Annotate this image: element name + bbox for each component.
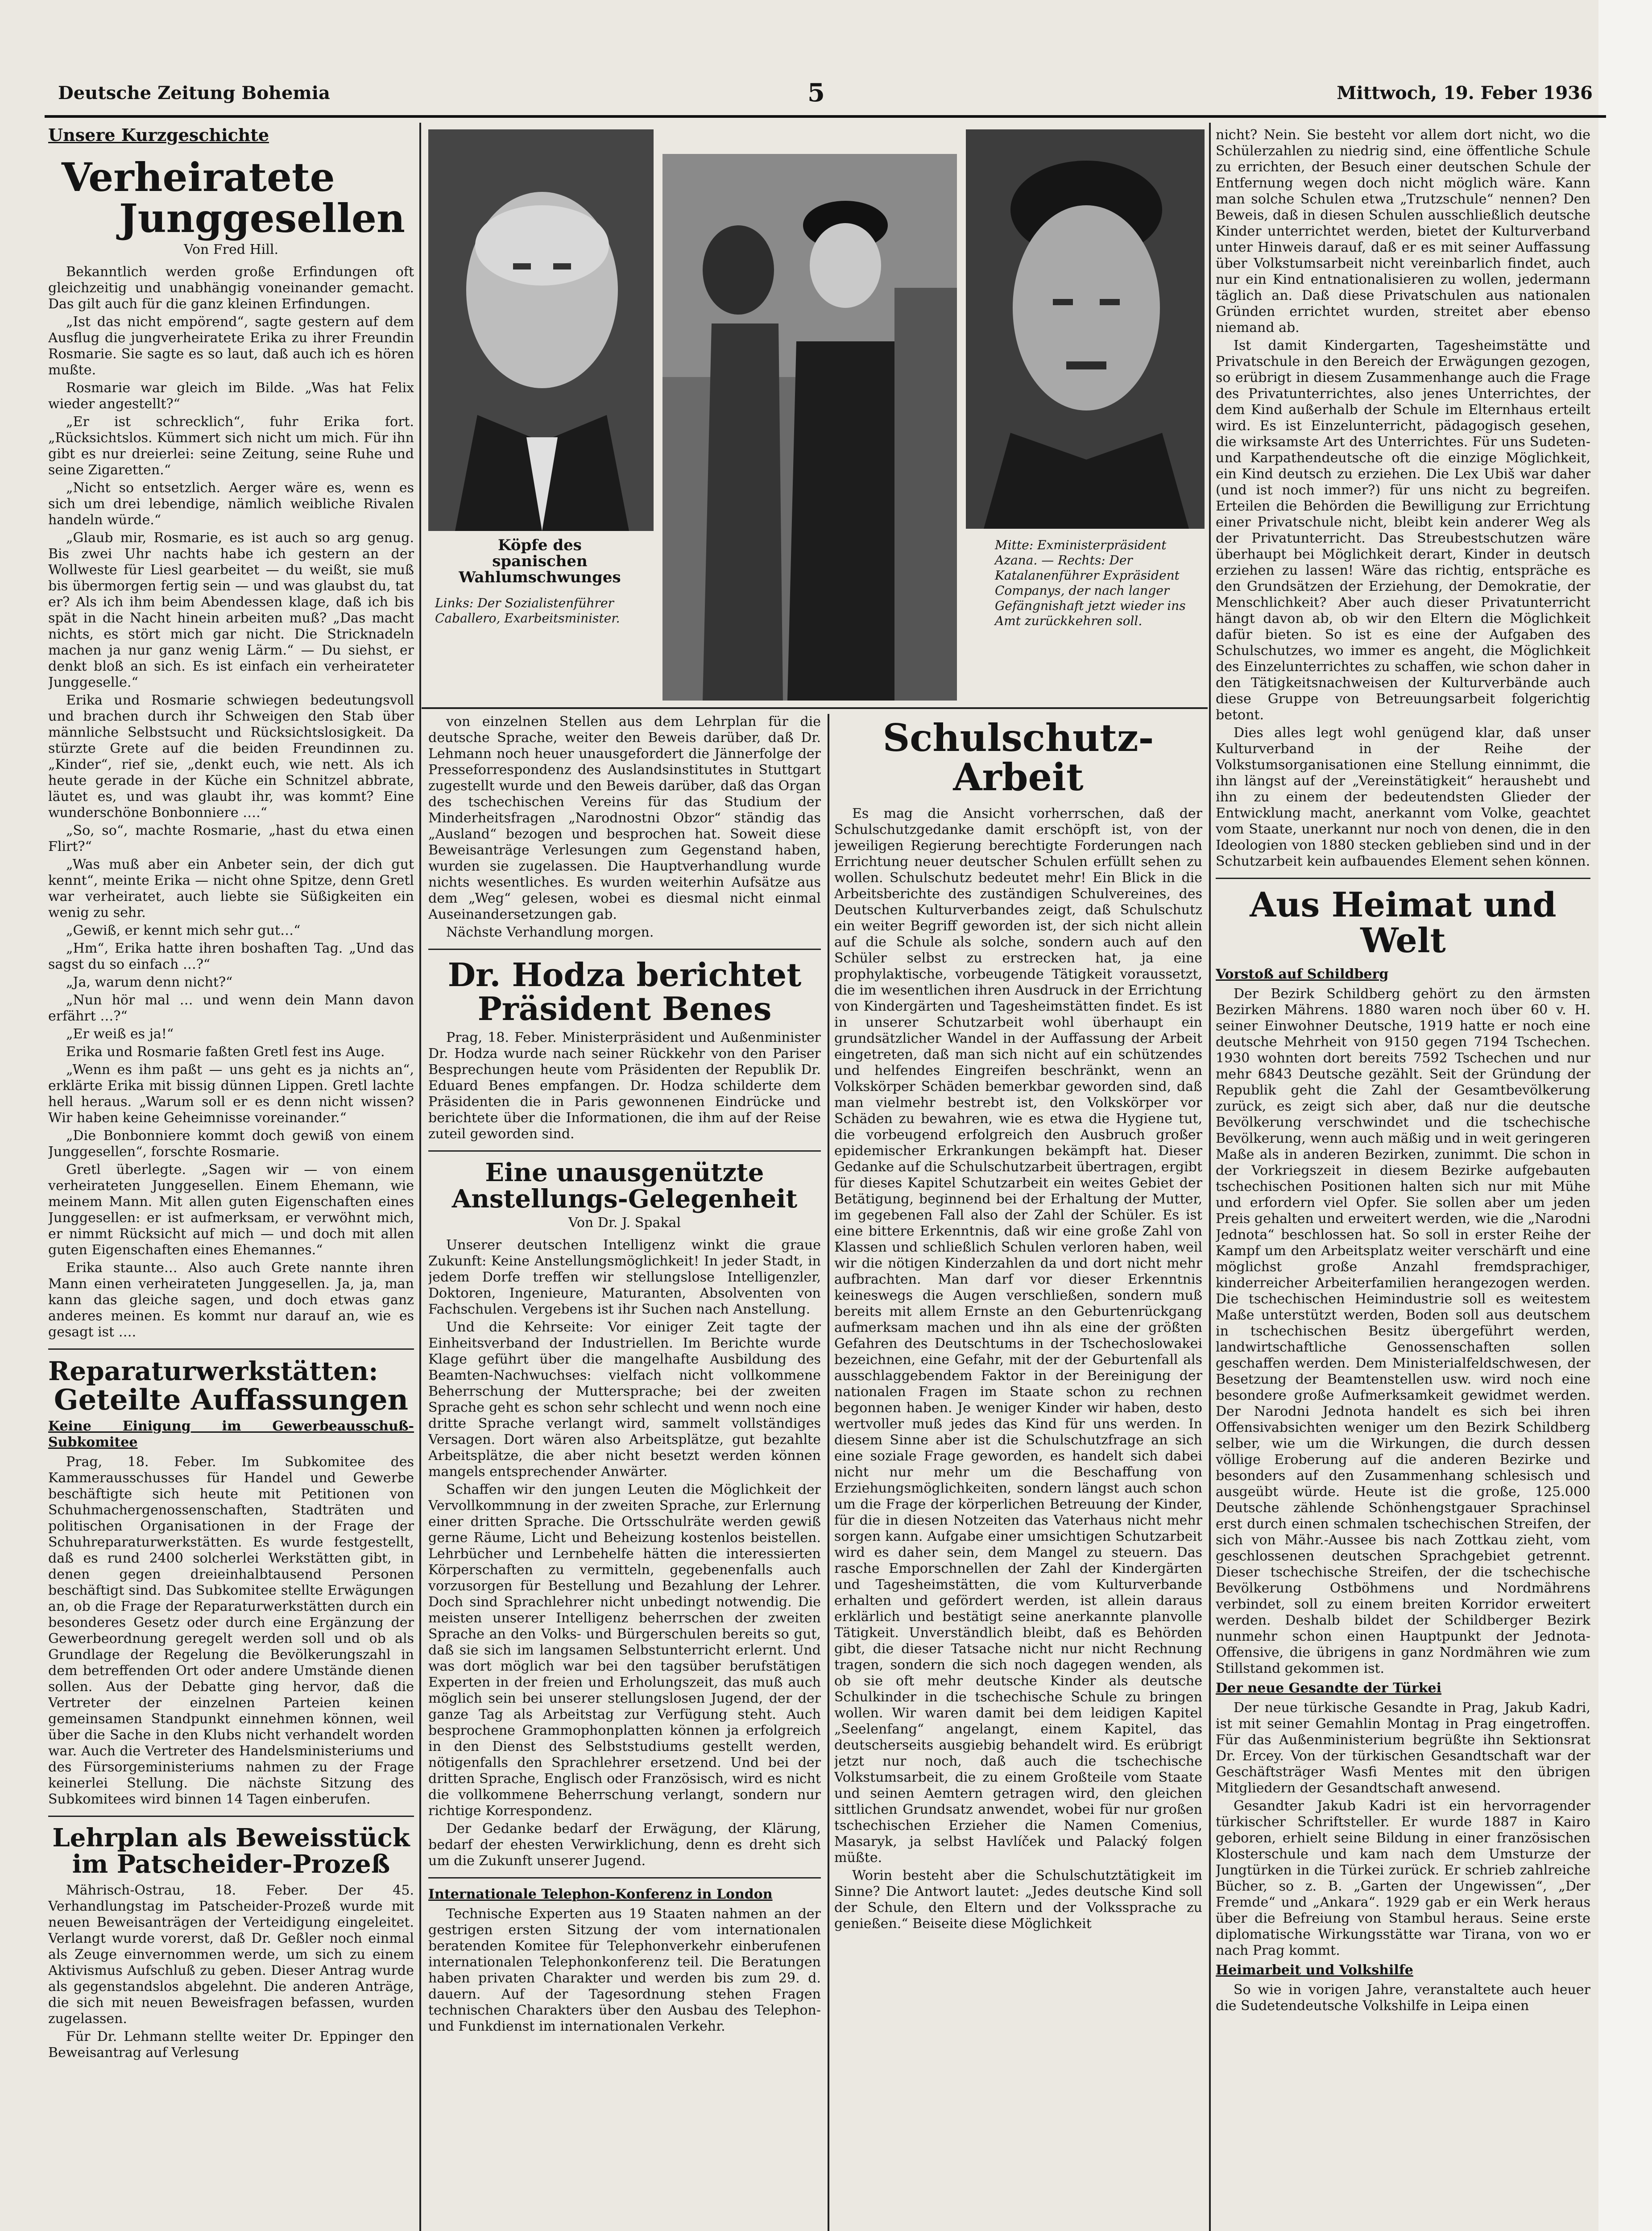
article-subhead: Heimarbeit und Volkshilfe [1216, 1962, 1413, 1978]
article-paragraph: Es mag die Ansicht vorherrschen, daß der Schulschutzgedanke damit erschöpft ist, von der jeweiligen Regierung berechtigte Forderungen nach Errichtung neuer deutscher Schulen erfüllt sehen zu wollen. Schulschutz bedeutet mehr! Ein Blick in die Arbeitsberichte des zuständigen Schulvereines, des Deutschen Kulturverbandes zeigt, daß Schulschutz ein weiter Begriff geworden ist, der sich nicht allein auf die Schule als solche, sondern auch auf den Schüler selbst zu erstrecken hat, ja eine prophylaktische, vorbeugende Tätigkeit voraussetzt, die im wesentlichen ihren Ausdruck in der Errichtung von Kindergärten und Tagesheimstätten findet. Es ist in unserer Schutzarbeit wohl überhaupt ein grundsätzlicher Wandel in der Auffassung der Arbeit eingetreten, daß man sich nicht auf ein schützendes und helfendes Eingreifen beschränkt, wenn an Volkskörper Schäden bemerkbar geworden sind, daß man vielmehr bestrebt ist, den Volkskörper vor Schäden zu bewahren, wie es etwa die Hygiene tut, die vorbeugend erfolgreich den Ausbruch großer epidemischer Erkrankungen bekämpft hat. Dieser Gedanke auf die Schulschutzarbeit übertragen, ergibt für dieses Kapitel Schutzarbeit ein weites Gebiet der Betätigung, beginnend bei der Erhaltung der Mutter, im gegebenen Fall also der Zahl der Schüler. Es ist eine bittere Erkenntnis, daß wir eine große Zahl von Klassen und schließlich Schulen verloren haben, weil wir die nötigen Kinderzahlen da und dort nicht mehr aufbrachten. Man darf vor dieser Erkenntnis keineswegs die Augen verschließen, sondern muß bereits mit allem Ernste an den Geburtenrückgang aufmerksam machen und ihn als eine der größten Gefahren des Deutschtums in der Tschechoslowakei bezeichnen, eine Gefahr, mit der der Geburtenfall als ausschlaggebendem Faktor in der Bereinigung der nationalen Fragen im Staate schon zu rechnen begonnen haben. Je weniger Kinder wir haben, desto wertvoller muß jedes das Kind für uns werden. In diesem Sinne aber ist die Schulschutzfrage an sich eine soziale Frage geworden, es handelt sich dabei nicht nur mehr um die Beschaffung von Erziehungsmöglichkeiten, sondern längst auch schon um die Frage der körperlichen Betreuung der Kinder, für die in diesen Notzeiten das Vaterhaus nicht mehr sorgen kann. Aufgabe einer umsichtigen Schutzarbeit wird es daher sein, dem Mangel zu steuern. Das rasche Emporschnellen der Zahl der Kindergärten und Tagesheimstätten, die vom Kulturverbande erhalten und gefördert werden, ist allein daraus erklärlich und bestätigt seine anerkannte planvolle Tätigkeit. Unverständlich bleibt, daß es Behörden gibt, die dieser Tatsache nicht nur nicht Rechnung tragen, sondern die sich noch dagegen wenden, als ob sie oft mehr deutsche Kinder als deutsche Schulkinder in die tschechische Schule zu bringen wollen. Wir waren damit bei dem leidigen Kapitel „Seelenfang“ angelangt, einem Kapitel, das deutscherseits ausgiebig behandelt wird. Es erübrigt jetzt nur noch, daß auch die tschechische Volkstumsarbeit, die zu einem Großteile vom Staate und seinen Aemtern getragen wird, den gleichen sittlichen Grundsatz anwendet, wobei für nur großen tschechischen Erzieher die Namen Comenius, Masaryk, ja selbst Havlíček und Palacký folgen müßte. [834, 806, 1202, 1866]
article-separator [428, 1150, 821, 1152]
article-headline-line-2: Geteilte Auffassungen [54, 1383, 409, 1417]
caption-title-line: Wahlumschwunges [459, 568, 621, 586]
column-2 [428, 714, 821, 2231]
story-paragraph: Rosmarie war gleich im Bilde. „Was hat Felix wieder angestellt?“ [48, 380, 414, 412]
article-separator [1216, 878, 1590, 879]
story-paragraph: „So, so“, machte Rosmarie, „hast du etwa einen Flirt?“ [48, 822, 414, 854]
photo-caption-right: Mitte: Exministerpräsident Azana. — Rechts: Der Katalanenführer Expräsident Companys, der nach langer Gefängnishaft jetzt wieder ins Amt zurückkehren soll. [995, 538, 1186, 628]
caption-title-line: Köpfe des [498, 536, 582, 554]
article-separator [428, 949, 821, 950]
story-paragraph: Gretl überlegte. „Sagen wir — von einem verheirateten Junggesellen. Einem Ehemann, wie meinem Mann. Mit allen guten Eigenschaften eines Junggesellen: er ist aufmerksam, er verwöhnt mich, er nimmt Rücksicht auf mich — und doch mit allen guten Eigenschaften eines Ehemannes.“ [48, 1161, 414, 1258]
paper-name: Deutsche Zeitung Bohemia [58, 83, 330, 104]
story-paragraph: Erika und Rosmarie schwiegen bedeutungsvoll und brachen durch ihr Schweigen den Stab über männliche Selbstsucht und Rücksichtslosigkeit. Da stürzte Grete auf die beiden Freundinnen zu. „Kinder“, rief sie, „denkt euch, wie nett. Als ich heute gerade in der Küche ein Schnitzel abbrate, läutet es, und was glaubt ihr, was kommt? Eine wunderschöne Bonbonniere ….“ [48, 692, 414, 821]
story-paragraph: „Ist das nicht empörend“, sagte gestern auf dem Ausflug die jungverheiratete Erika zu ihrer Freundin Rosmarie. Sie sagte es so laut, daß auch ich es hören mußte. [48, 314, 414, 378]
page-edge [1598, 0, 1652, 2231]
article-paragraph: Für Dr. Lehmann stellte weiter Dr. Eppinger den Beweisantrag auf Verlesung [48, 2029, 414, 2061]
article-subhead: Keine Einigung im Gewerbeausschuß-Subkomitee [48, 1418, 414, 1450]
article-separator [428, 1877, 821, 1879]
column-divider [419, 123, 421, 2231]
photo-bottom-rule [422, 707, 1208, 709]
story-paragraph: „Nun hör mal … und wenn dein Mann davon erfährt …?“ [48, 992, 414, 1024]
story-paragraph: Erika und Rosmarie faßten Gretl fest ins Auge. [66, 1044, 385, 1060]
article-headline-line-2: im Patscheider-Prozeß [72, 1849, 390, 1879]
article-headline-line-1: Dr. Hodza berichtet [447, 956, 802, 994]
masthead-rule [45, 115, 1606, 118]
article-paragraph: nicht? Nein. Sie besteht vor allem dort nicht, wo die Schülerzahlen zu niedrig sind, eine öffentliche Schule zu errichten, der Besuch einer deutschen Schule der Entfernung wegen doch nicht möglich wäre. Kann man solche Schulen etwa „Trutzschule“ nennen? Den Beweis, daß in diesen Schulen ausschließlich deutsche Kinder unterrichtet werden, bietet der Kulturverband unter Hinweis darauf, daß er es mit seiner Auffassung über Volkstumsarbeit nicht vereinbarlich findet, auch nur ein Kind entnationalisieren zu wollen, jedermann täglich an. Daß diese Privatschulen aus nationalen Gründen errichtet wurden, streitet aber ebenso niemand ab. [1216, 127, 1590, 336]
photo-caption-title [435, 538, 645, 586]
article-subhead: Internationale Telephon-Konferenz in London [428, 1886, 773, 1902]
article-paragraph: Ist damit Kindergarten, Tagesheimstätte und Privatschule in den Bereich der Erwägungen gezogen, so erübrigt in diesem Zusammenhange auch die Frage des Privatunterrichtes, also jenes Unterrichtes, der dem Kind außerhalb der Schule im Elternhaus erteilt wird. Es ist Einzelunterricht, pädagogisch gesehen, die wirksamste Art des Unterrichtes. Für uns Sudeten- und Karpathendeutsche oft die einzige Möglichkeit, ein Kind deutsch zu erziehen. Die Lex Ubiš war daher (und ist noch immer?) für uns nicht zu begreifen. Erteilen die Behörden die Bewilligung zur Errichtung einer Privatschule nicht, bleibt kein anderer Weg als der Privatunterricht. Das Streubestschutzen wäre überhaupt bei Möglichkeit derart, Kinder in deutsch erziehen zu lassen! Wäre das richtig, entspräche es den Grundsätzen der Erziehung, der Demokratie, der Menschlichkeit? Aber auch dieser Privatunterricht hängt davon ab, ob wir den Eltern die Möglichkeit dafür bieten. So ist es eine der Aufgaben des Schulschutzes, wo immer es angeht, die Möglichkeit des Einzelunterrichtes zu schaffen, wie schon daher in den Tätigkeitsnachweisen der Kulturverbände auch diese Gruppe von Betreuungsarbeit folgerichtig betont. [1216, 338, 1590, 723]
article-paragraph: So wie in vorigen Jahre, veranstaltete auch heuer die Sudetendeutsche Volkshilfe in Leipa einen [1216, 1982, 1590, 2014]
story-paragraph: „Ja, warum denn nicht?“ [66, 974, 233, 990]
article-headline-line-2: Präsident Benes [477, 989, 772, 1028]
article-paragraph: Dies alles legt wohl genügend klar, daß unser Kulturverband in der Reihe der Volkstumsorganisationen eine Stellung einnimmt, die ihn längst auf der „Vereinstätigkeit“ heraushebt und ihn zu einem der bedeutendsten Glieder der Entwicklung macht, anerkannt vom Volke, geachtet vom Staate, unerkannt nur noch von denen, die in den Ideologien von 1880 stecken geblieben sind und in der Schutzarbeit kein aufbauendes Element sehen können. [1216, 725, 1590, 869]
article-paragraph: Nächste Verhandlung morgen. [446, 925, 654, 940]
article-separator [48, 1816, 414, 1817]
issue-date: Mittwoch, 19. Feber 1936 [1337, 83, 1593, 104]
column-divider [828, 714, 829, 2231]
story-paragraph: „Hm“, Erika hatte ihren boshaften Tag. „Und das sagst du so einfach …?“ [48, 940, 414, 972]
story-paragraph: „Er weiß es ja!“ [66, 1026, 174, 1042]
page-mark: 5 [807, 78, 825, 108]
article-paragraph: von einzelnen Stellen aus dem Lehrplan für die deutsche Sprache, weiter den Beweis darüber, daß Dr. Lehmann noch heuer unausgefordert die Jännerfolge der Presseforrespondenz des Auslandsinstitutes in Stuttgart zugestellt wurde und den Beweis darüber, daß das Organ des tschechischen Vereins für das Studium der Minderheitsfragen „Narodnostni Obzor“ ständig das „Ausland“ bezogen und besprochen hat. Soweit diese Beweisanträge Verlesungen zum Gegenstand haben, wurden sie zugelassen. Die Hauptverhandlung wurde nichts wesentliches. Es wurden weiterhin Aufsätze aus dem „Weg“ gelesen, wobei es diesmal nicht einmal Auseinandersetzungen gab. [428, 714, 821, 922]
article-paragraph: Prag, 18. Feber. Ministerpräsident und Außenminister Dr. Hodza wurde nach seiner Rückkehr von den Pariser Besprechungen heute vom Präsidenten der Republik Dr. Eduard Benes empfangen. Dr. Hodza schilderte dem Präsidenten die in Paris gewonnenen Eindrücke und berichtete über die Informationen, die ihm auf der Reise zuteil geworden sind. [428, 1030, 821, 1142]
article-byline: Von Dr. J. Spakal [568, 1215, 681, 1231]
portrait-image [428, 129, 654, 531]
article-paragraph: Worin besteht aber die Schulschutztätigkeit im Sinne? Die Antwort lautet: „Jedes deutsche Kind soll der Schule, den Eltern und der Volkssprache zu genießen.“ Beiseite diese Möglichkeit [834, 1868, 1202, 1932]
story-paragraph: „Nicht so entsetzlich. Aerger wäre es, wenn es sich um drei lebendige, nämlich weibliche Rivalen handeln würde.“ [48, 480, 414, 528]
story-title-line-2: Junggesellen [119, 195, 405, 242]
article-paragraph: Technische Experten aus 19 Staaten nahmen an der gestrigen ersten Sitzung der vom internationalen beratenden Komitee für Telephonverkehr einberufenen internationalen Telephonkonferenz teil. Die Beratungen haben privaten Charakter und werden bis zum 29. d. dauern. Auf der Tagesordnung stehen Fragen technischen Charakters über den Ausbau des Telephon- und Funkdienst im internationalen Verkehr. [428, 1906, 821, 2034]
story-paragraph: Erika staunte… Also auch Grete nannte ihren Mann einen verheirateten Junggesellen. Ja, ja, man kann das gleiche sagen, und doch etwas ganz anderes meinen. Es kommt nur darauf an, wie es gesagt ist …. [48, 1260, 414, 1340]
portrait-image [966, 129, 1205, 529]
article-separator [48, 1348, 414, 1350]
article-headline-line-1: Reparaturwerkstätten: [48, 1356, 378, 1386]
article-headline: Schulschutz-Arbeit [882, 716, 1154, 800]
story-paragraph: „Gewiß, er kennt mich sehr gut…“ [66, 922, 301, 938]
section-headline: Aus Heimat und Welt [1250, 885, 1557, 960]
article-headline-line-1: Lehrplan als Beweisstück [52, 1823, 410, 1853]
column-divider [1209, 123, 1211, 2231]
article-paragraph: Der Gedanke bedarf der Erwägung, der Klärung, bedarf der ehesten Verwirklichung, denn es dreht sich um die Zukunft unserer Jugend. [428, 1820, 821, 1869]
photo-caption-left: Links: Der Sozialistenführer Caballero, Exarbeitsminister. [435, 596, 620, 626]
article-paragraph: Gesandter Jakub Kadri ist ein hervorragender türkischer Schriftsteller. Er wurde 1887 in Kairo geboren, erhielt seine Bildung in einer französischen Klosterschule und kam nach dem Umsturze der Jungtürken in die Türkei zurück. Er schrieb zahlreiche Bücher, so z. B. „Garten der Ungewissen“, „Der Fremde“ und „Ankara“. 1929 gab er ein Werk heraus über die Befreiung von Stambul heraus. Seine erste diplomatische Wirkungsstätte war Tirana, von wo er nach Prag kommt. [1216, 1798, 1590, 1958]
photo-azana [662, 154, 957, 701]
column-1 [48, 127, 414, 2231]
story-paragraph: „Die Bonbonniere kommt doch gewiß von einem Junggesellen“, forschte Rosmarie. [48, 1128, 414, 1160]
story-paragraph: Bekanntlich werden große Erfindungen oft gleichzeitig und unabhängig voneinander gemacht. Das gilt auch für die ganz kleinen Erfindungen. [48, 264, 414, 312]
column-3 [834, 714, 1202, 2231]
section-kicker: Unsere Kurzgeschichte [48, 127, 269, 145]
article-paragraph: Der neue türkische Gesandte in Prag, Jakub Kadri, ist mit seiner Gemahlin Montag in Prag eingetroffen. Für das Außenministerium begrüßte ihn Sektionsrat Dr. Ercey. Von der türkischen Gesandtschaft war der Geschäftsträger Wasfi Mentes mit den übrigen Mitgliedern der Gesandtschaft anwesend. [1216, 1700, 1590, 1796]
article-subhead: Der neue Gesandte der Türkei [1216, 1680, 1442, 1696]
story-paragraph: „Glaub mir, Rosmarie, es ist auch so arg genug. Bis zwei Uhr nachts habe ich gestern an der Wollweste für Liesl gearbeitet — du weißt, sie muß bis übermorgen fertig sein — und was glaubst du, tat er? Als ich ihm beim Abendessen klage, daß ich bis spät in die Nacht hinein arbeiten muß? „Das macht nichts, es stört mich gar nicht. Die Stricknadeln machen ja nur ganz wenig Lärm.“ — Du siehst, er denkt bloß an sich. Es ist einfach ein verheirateter Junggeselle.“ [48, 530, 414, 690]
story-paragraph: „Er ist schrecklich“, fuhr Erika fort. „Rücksichtslos. Kümmert sich nicht um mich. Für ihn gibt es nur dreierlei: seine Zeitung, seine Ruhe und seine Zigaretten.“ [48, 414, 414, 478]
story-title-line-1: Verheiratete [62, 154, 335, 200]
article-paragraph: Und die Kehrseite: Vor einiger Zeit tagte der Einheitsverband der Industriellen. Im Berichte wurde Klage geführt über die mangelhafte Ausbildung des Beamten-Nachwuchses: vielfach nicht vollkommene Beherrschung der Muttersprache; bei der zweiten Sprache geht es schon sehr schlecht und wenn noch eine dritte Sprache verlangt wird, sammelt vollständiges Versagen. Dort wären also Arbeitsplätze, gut bezahlte Arbeitsplätze, die aber nicht besetzt werden können mangels entsprechender Anwärter. [428, 1319, 821, 1480]
story-byline: Von Fred Hill. [184, 241, 278, 257]
article-paragraph: Mährisch-Ostrau, 18. Feber. Der 45. Verhandlungstag im Patscheider-Prozeß wurde mit neuen Beweisanträgen der Verteidigung eingeleitet. Verlangt wurde vorerst, daß Dr. Geßler noch einmal als Zeuge einvernommen werde, um sich zu einem Aktivismus Aufschluß zu geben. Dieser Antrag wurde als gegenstandslos abgelehnt. Die anderen Anträge, die sich mit neuen Beweisfragen befassen, wurden zugelassen. [48, 1883, 414, 2027]
article-paragraph: Der Bezirk Schildberg gehört zu den ärmsten Bezirken Mährens. 1880 waren noch über 60 v. H. seiner Einwohner Deutsche, 1919 hatte er noch eine deutsche Mehrheit von 9150 gegen 7194 Tschechen. 1930 wohnten dort bereits 7592 Tschechen und nur mehr 6843 Deutsche gezählt. Seit der Gründung der Republik geht die Zahl der Gesamtbevölkerung zurück, es zeigt sich aber, daß nur die deutsche Bevölkerung verschwindet und die tschechische Bevölkerung, wenn auch mäßig und in weit geringeren Maße als in anderen Bezirken, zunimmt. Die schon in der Vorkriegszeit in diesem Bezirke aufgebauten tschechischen Positionen halten sich nur mit Mühe und erfordern viel Opfer. Sie sollen aber um jeden Preis gehalten und erweitert werden, wie die „Narodni Jednota“ beschlossen hat. So soll in erster Reihe der Kampf um den Arbeitsplatz weiter verschärft und eine möglichst große Anzahl fremdsprachiger, kinderreicher Arbeiterfamilien herangezogen werden. Die tschechischen Heimindustrie soll es weitestem Maße unterstützt werden, Boden soll aus deutschem in tschechischen Besitz übergeführt werden, landwirtschaftliche Genossenschaften sollen geschaffen werden. Dem Ministerialfeldschwesen, der Besetzung der Beamtenstellen usw. wird noch eine besondere große Aufmerksamkeit gewidmet werden. Der Narodni Jednota handelt es sich bei ihren Offensivabsichten weniger um den Bezirk Schildberg selber, wie um die Wirkungen, die durch dessen völlige Eroberung auf die anderen Bezirke und besonders auf den Zusammenhang schlesisch und ausgeübt würde. Heute ist die große, 125.000 Deutsche zählende Schönhengstgauer Sprachinsel erst durch einen schmalen tschechischen Streifen, der sich von Mähr.-Aussee bis nach Zottkau zieht, vom geschlossenen deutschen Sprachgebiet getrennt. Dieser tschechische Streifen, der die tschechische Bevölkerung Ostböhmens und Nordmährens verbindet, soll zu einem breiten Korridor erweitert werden. Deshalb bildet der Schildberger Bezirk nunmehr schon einen Hauptpunkt der Jednota-Offensive, die übrigens in ganz Nordmähren wie zum Stillstand gekommen ist. [1216, 986, 1590, 1676]
story-paragraph: „Wenn es ihm paßt — uns geht es ja nichts an“, erklärte Erika mit bissig dünnen Lippen. Gretl lachte hell heraus. „Warum soll er es denn nicht wissen? Wir haben keine Geheimnisse voreinander.“ [48, 1062, 414, 1126]
column-4 [1216, 127, 1590, 2231]
group-photo-image [662, 154, 957, 701]
article-headline-line-2: Anstellungs-Gelegenheit [451, 1184, 798, 1214]
article-subhead: Vorstoß auf Schildberg [1216, 966, 1389, 982]
article-headline-line-1: Eine unausgenützte [485, 1158, 764, 1188]
masthead [58, 78, 1593, 109]
story-paragraph: „Was muß aber ein Anbeter sein, der dich gut kennt“, meinte Erika — nicht ohne Spitze, denn Gretl war verheiratet, auch liebte sie Süßigkeiten ein wenig zu sehr. [48, 856, 414, 921]
article-paragraph: Unserer deutschen Intelligenz winkt die graue Zukunft: Keine Anstellungsmöglichkeit! In jeder Stadt, in jedem Dorfe treffen wir stellungslose Intelligenzler, Doktoren, Ingenieure, Maturanten, Absolventen von Fachschulen. Vergebens ist ihr Suchen nach Anstellung. [428, 1237, 821, 1317]
caption-title-line: spanischen [492, 552, 588, 570]
portrait-photo-companys [966, 129, 1205, 529]
article-paragraph: Prag, 18. Feber. Im Subkomitee des Kammerausschusses für Handel und Gewerbe beschäftigte sich heute mit Petitionen von Schuhmachergenossenschaften, Stadträten und politischen Organisationen in der Frage der Schuhreparaturwerkstätten. Es wurde festgestellt, daß es rund 2400 solcherlei Werkstätten gibt, in denen gegen dreieinhalbtausend Personen beschäftigt sind. Das Subkomitee stellte Erwägungen an, ob die Frage der Reparaturwerkstätten durch ein besonderes Gesetz oder durch eine Ergänzung der Gewerbeordnung geregelt werden soll und ob als Grundlage der Regelung die Bevölkerungszahl in dem betreffenden Ort oder andere Umstände dienen sollen. Aus der Debatte ging hervor, daß die Vertreter der einzelnen Parteien keinen gemeinsamen Standpunkt einnehmen können, weil über die Sache in den Klubs nicht verhandelt worden war. Auch die Vertreter des Handelsministeriums und des Fürsorgeministeriums nahmen zu der Frage keinerlei Stellung. Die nächste Sitzung des Subkomitees wird binnen 14 Tagen einberufen. [48, 1454, 414, 1807]
portrait-photo-caballero [428, 129, 654, 531]
article-paragraph: Schaffen wir den jungen Leuten die Möglichkeit der Vervollkommnung in der zweiten Sprache, zur Erlernung einer dritten Sprache. Die Ortsschulräte werden gewiß gerne Räume, Licht und Beheizung kostenlos beistellen. Lehrbücher und Lernbehelfe hätten die interessierten Körperschaften zu vermitteln, gegebenenfalls auch vorzusorgen für Bestellung und Bezahlung der Lehrer. Doch sind Sprachlehrer nicht unbedingt notwendig. Die meisten unserer Intelligenz beherrschen der zweiten Sprache an den Volks- und Bürgerschulen bereits so gut, daß sie sich im langsamen Selbstunterricht erlernt. Und was dort möglich war bei den tagsüber berufstätigen Experten in der freien und Erholungszeit, das muß auch möglich sein bei unserer stellungslosen Jugend, der der ganze Tag als Arbeitstag zur Verfügung steht. Auch besprochene Grammophonplatten können ja erfolgreich in den Dienst des Selbststudiums gestellt werden, nötigenfalls den Sprachlehrer ersetzend. Und bei der dritten Sprache, Englisch oder Französisch, wird es nicht die vollkommene Beherrschung verlangt, sondern nur richtige Korrespondenz. [428, 1481, 821, 1819]
